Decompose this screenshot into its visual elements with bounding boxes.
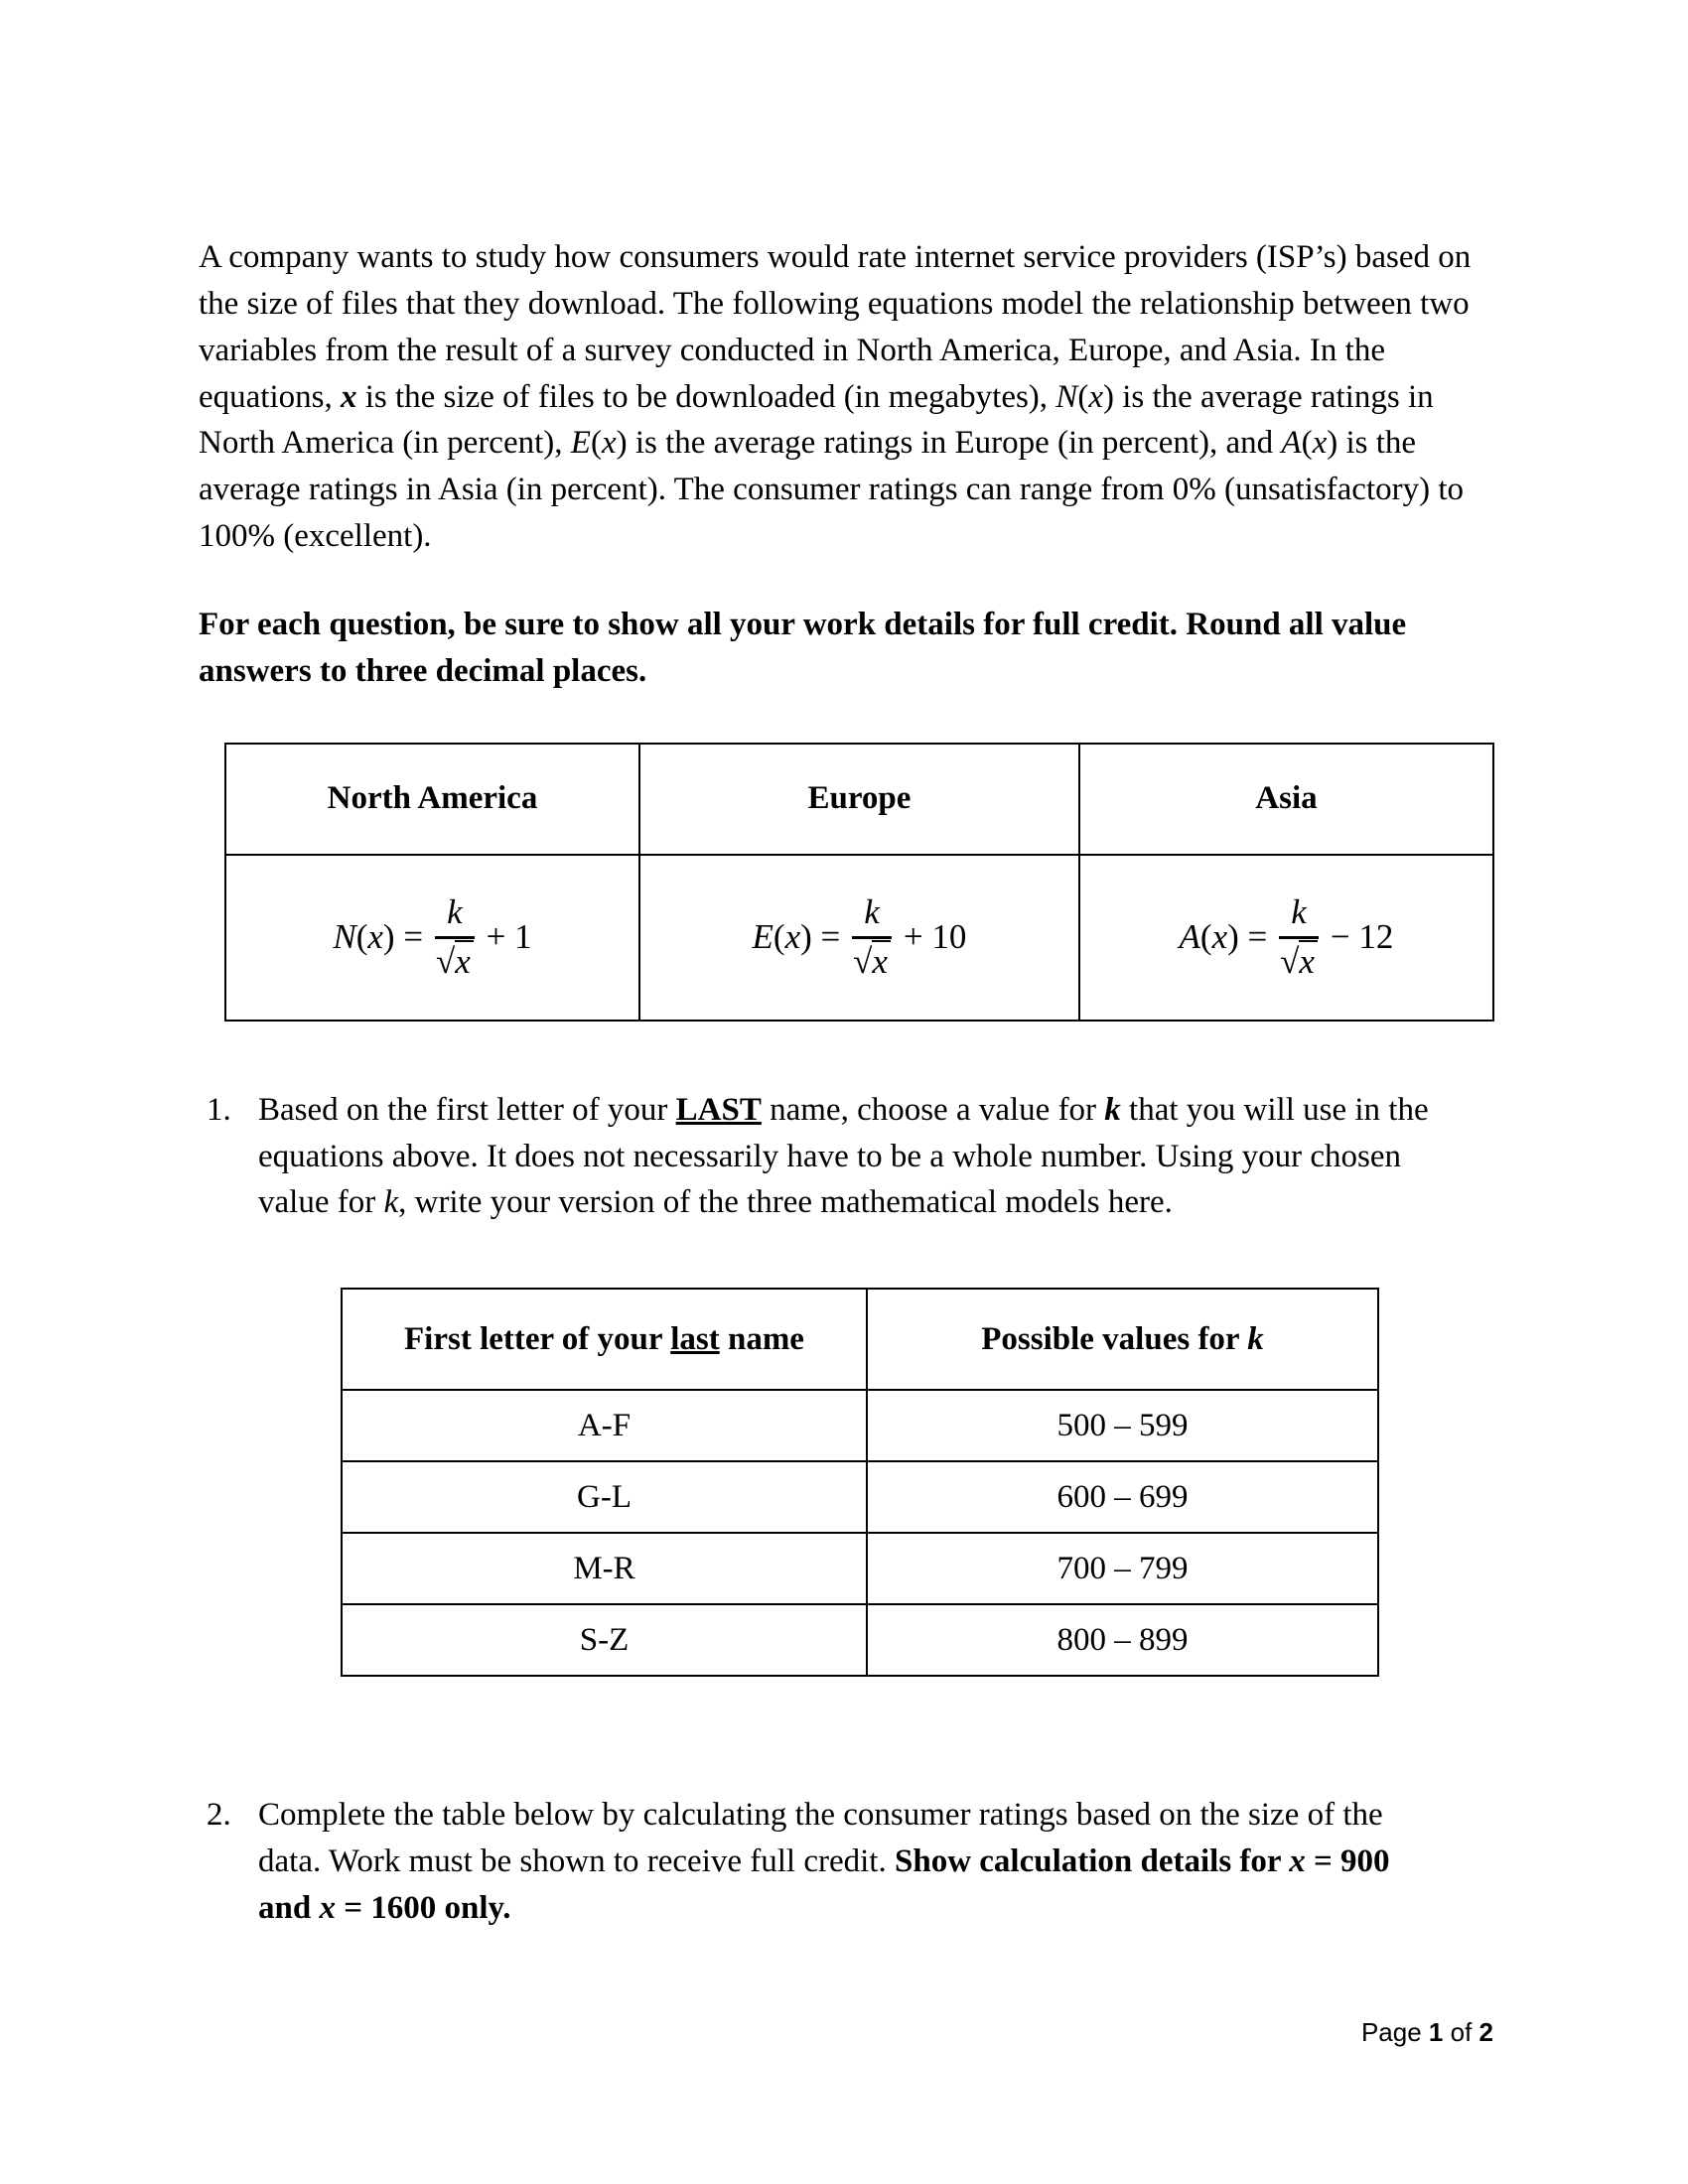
text-segment: x bbox=[1312, 425, 1328, 462]
equation-cell-europe bbox=[639, 855, 1079, 1021]
work-instructions-note: For each question, be sure to show all your work details for full credit. Round all value answers to three decimal places. bbox=[199, 607, 1407, 689]
radicand: x bbox=[872, 940, 891, 981]
text-segment: A company wants to study how consumers would rate internet service providers (ISP’s) based on the size of files that they download. The following equations model the relationship between two variables from the result of a survey conducted in North America, Europe, and Asia. In the equations, bbox=[199, 239, 1472, 415]
radicand: x bbox=[455, 940, 474, 981]
equation-cell-north-america bbox=[225, 855, 639, 1021]
fraction-denominator bbox=[1279, 939, 1319, 982]
question-2-text bbox=[258, 1792, 1445, 1932]
text-segment: First letter of your bbox=[404, 1320, 671, 1357]
question-2 bbox=[199, 1792, 1494, 1932]
fraction-denominator bbox=[852, 939, 892, 982]
letters-cell: S-Z bbox=[342, 1604, 867, 1676]
text-segment: 1 bbox=[1428, 2017, 1444, 2047]
text-segment: x bbox=[1211, 917, 1228, 957]
text-segment: ( bbox=[773, 917, 785, 957]
equations-table-formula-row bbox=[225, 855, 1493, 1021]
text-segment: x bbox=[1088, 378, 1103, 415]
text-segment: x bbox=[784, 917, 801, 957]
text-segment: E bbox=[752, 917, 774, 957]
text-segment: ) = bbox=[800, 917, 841, 957]
equation-asia bbox=[1080, 892, 1492, 982]
equation-lhs bbox=[1180, 912, 1268, 962]
equation-suffix: + 1 bbox=[486, 917, 532, 957]
values-cell: 700 – 799 bbox=[867, 1533, 1378, 1604]
text-segment: Page bbox=[1360, 2017, 1429, 2047]
table-row bbox=[342, 1604, 1378, 1676]
text-segment: E bbox=[570, 425, 591, 462]
text-segment: name bbox=[719, 1320, 804, 1357]
text-segment: of bbox=[1443, 2017, 1479, 2047]
equation-lhs bbox=[333, 912, 423, 962]
k-table-header-row bbox=[342, 1289, 1378, 1390]
text-segment: Complete the table below by calculating the consumer ratings based on the size of the data. Work must be shown to receive full credit. bbox=[258, 1797, 1383, 1880]
text-segment: k bbox=[1104, 1091, 1121, 1128]
values-cell: 500 – 599 bbox=[867, 1390, 1378, 1461]
page-footer bbox=[1361, 2017, 1493, 2048]
text-segment: 2 bbox=[1478, 2017, 1493, 2047]
question-1-text bbox=[258, 1087, 1445, 1227]
letters-cell: G-L bbox=[342, 1461, 867, 1533]
text-segment: k bbox=[383, 1184, 399, 1221]
text-segment: is the size of files to be downloaded (in megabytes), bbox=[356, 378, 1056, 415]
text-segment: A bbox=[1281, 425, 1302, 462]
text-segment: ( bbox=[355, 917, 368, 957]
letters-cell: A-F bbox=[342, 1390, 867, 1461]
fraction bbox=[852, 892, 892, 982]
text-segment: = 1600 only. bbox=[335, 1890, 511, 1927]
radical-sign: √ bbox=[853, 941, 873, 981]
text-segment: k bbox=[1247, 1320, 1264, 1357]
text-segment: x bbox=[601, 425, 617, 462]
fraction bbox=[435, 892, 475, 982]
letters-cell: M-R bbox=[342, 1533, 867, 1604]
fraction-numerator: k bbox=[852, 892, 892, 938]
text-segment: that you will use in the equations above. It does not necessarily have to be a whole number. Using your chosen value for bbox=[258, 1091, 1429, 1221]
fraction-denominator bbox=[435, 939, 475, 982]
radical-sign: √ bbox=[1280, 941, 1300, 981]
equations-table-header-row bbox=[225, 744, 1493, 855]
equation-europe bbox=[640, 892, 1078, 982]
text-segment: x bbox=[367, 917, 383, 957]
k-values-table bbox=[341, 1288, 1379, 1677]
text-segment: ) = bbox=[382, 917, 424, 957]
text-segment: is the average ratings in North America (in percent), bbox=[199, 378, 1434, 462]
text-segment: ( bbox=[1077, 378, 1089, 415]
text-segment: ) bbox=[1327, 425, 1338, 462]
text-segment: ( bbox=[1301, 425, 1313, 462]
text-segment: x bbox=[319, 1890, 336, 1927]
text-segment: Show calculation details for bbox=[894, 1843, 1290, 1880]
text-segment: ( bbox=[590, 425, 602, 462]
equation-lhs bbox=[753, 912, 841, 962]
equation-cell-asia bbox=[1079, 855, 1493, 1021]
question-1-number: 1. bbox=[207, 1091, 231, 1128]
intro-paragraph bbox=[199, 234, 1494, 560]
text-segment: ) bbox=[616, 425, 628, 462]
table-row bbox=[342, 1390, 1378, 1461]
radicand: x bbox=[1299, 940, 1318, 981]
text-segment: = 900 and bbox=[258, 1843, 1390, 1927]
equations-table bbox=[224, 743, 1494, 1022]
question-1 bbox=[199, 1087, 1494, 1227]
k-table-header-letters bbox=[342, 1289, 867, 1390]
question-2-number: 2. bbox=[207, 1797, 231, 1834]
text-segment: Possible values for bbox=[981, 1320, 1248, 1357]
text-segment: , write your version of the three mathematical models here. bbox=[398, 1184, 1173, 1221]
values-cell: 600 – 699 bbox=[867, 1461, 1378, 1533]
radical-sign: √ bbox=[435, 941, 456, 981]
equation-suffix: − 12 bbox=[1330, 917, 1394, 957]
region-header-north-america: North America bbox=[225, 744, 639, 855]
text-segment: Based on the first letter of your bbox=[258, 1091, 676, 1128]
text-segment: LAST bbox=[675, 1091, 762, 1128]
text-segment: is the average ratings in Europe (in percent), and bbox=[627, 425, 1282, 462]
text-segment: ) = bbox=[1227, 917, 1268, 957]
text-segment: ( bbox=[1199, 917, 1212, 957]
table-row bbox=[342, 1461, 1378, 1533]
equation-suffix: + 10 bbox=[903, 917, 967, 957]
k-table-header-values bbox=[867, 1289, 1378, 1390]
text-segment: is the average ratings in Asia (in percent). The consumer ratings can range from 0% (unsatisfactory) to 100% (excellent). bbox=[199, 425, 1465, 555]
values-cell: 800 – 899 bbox=[867, 1604, 1378, 1676]
text-segment: x bbox=[340, 378, 357, 415]
text-segment: x bbox=[1289, 1843, 1306, 1880]
region-header-asia: Asia bbox=[1079, 744, 1493, 855]
fraction-numerator: k bbox=[1279, 892, 1319, 938]
region-header-europe: Europe bbox=[639, 744, 1079, 855]
text-segment: A bbox=[1179, 917, 1200, 957]
text-segment: ) bbox=[1102, 378, 1114, 415]
table-row bbox=[342, 1533, 1378, 1604]
fraction bbox=[1279, 892, 1319, 982]
text-segment: N bbox=[1055, 378, 1078, 415]
fraction-numerator: k bbox=[435, 892, 475, 938]
equation-north-america bbox=[226, 892, 638, 982]
text-segment: last bbox=[670, 1320, 720, 1357]
text-segment: name, choose a value for bbox=[761, 1091, 1105, 1128]
text-segment: N bbox=[333, 917, 356, 957]
